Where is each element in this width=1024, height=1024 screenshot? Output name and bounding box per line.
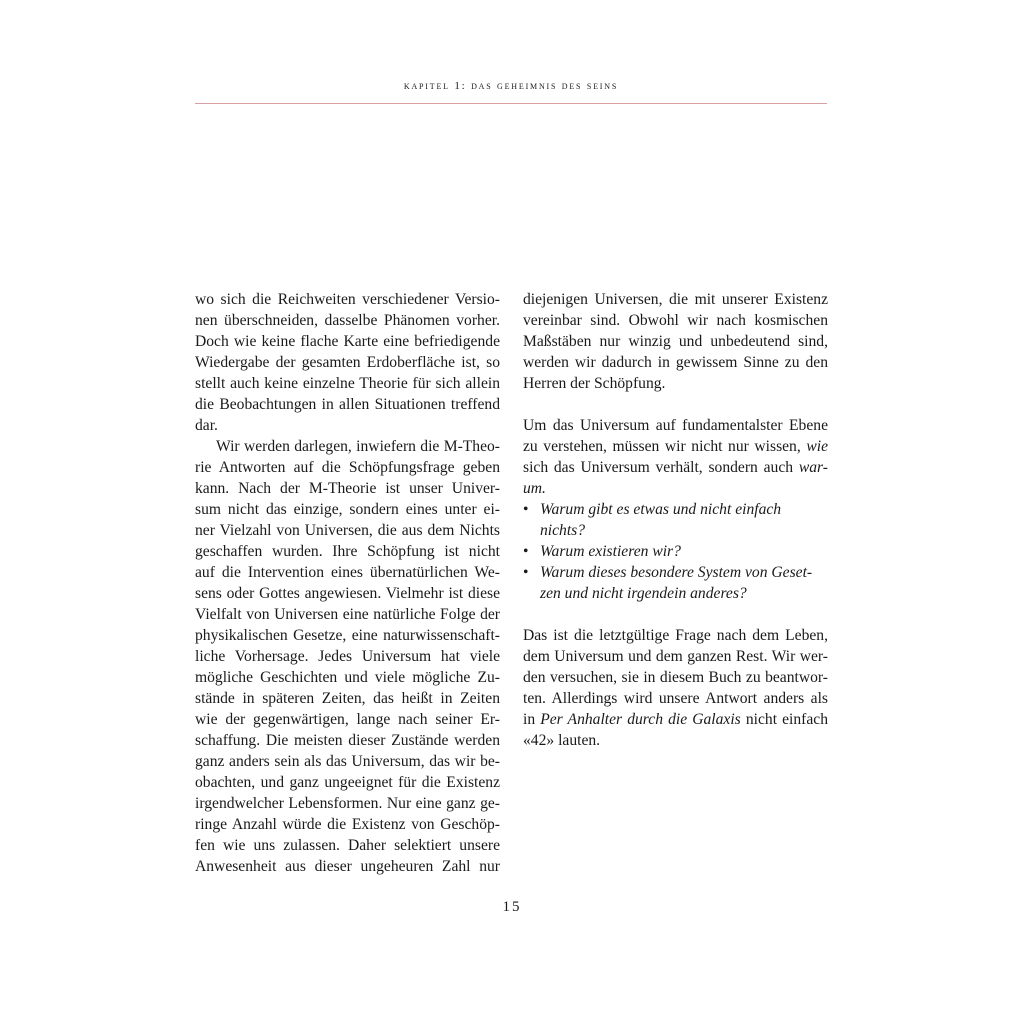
emphasis-text: war- [798, 459, 828, 476]
text-line: stellt auch keine einzelne Theorie für sich allein [195, 375, 500, 392]
text-line: Um das Universum auf fundamentalster Ebene [523, 417, 828, 434]
text-line: kann. Nach der M-Theorie ist unser Univer- [195, 480, 500, 497]
bullet-icon: • [523, 564, 529, 581]
question-text: Warum existieren wir? [540, 543, 681, 560]
bullet-icon: • [523, 543, 529, 560]
text-run: nicht einfach [745, 711, 828, 728]
text-line: liche Vorhersage. Jedes Universum hat viele [195, 648, 500, 665]
text-line: wie der gegenwärtigen, lange nach seiner Er- [195, 711, 500, 728]
text-line: mögliche Geschichten und viele mögliche Zu- [195, 669, 500, 686]
text-run: zu verstehen, müssen wir nicht nur wissen, [523, 438, 801, 455]
text-line: die Beobachtungen in allen Situationen treffend [195, 396, 500, 413]
running-head: kapitel 1: das geheimnis des seins [403, 80, 619, 92]
text-line: rie Antworten auf die Schöpfungsfrage geben [195, 459, 500, 476]
question-text: Warum dieses besondere System von Geset- [540, 564, 813, 581]
text-line [523, 436, 828, 457]
bullet-item [523, 499, 828, 520]
emphasis-text: um. [523, 480, 546, 497]
text-line: vereinbar sind. Obwohl wir nach kosmischen [523, 312, 828, 329]
text-line: dem Universum und dem ganzen Rest. Wir wer- [523, 648, 828, 665]
paragraph-gap [523, 394, 828, 415]
text-line: Herren der Schöpfung. [523, 375, 666, 392]
text-line: «42» lauten. [523, 732, 601, 749]
text-line [523, 709, 828, 730]
right-column [523, 289, 828, 751]
bullet-item [523, 562, 828, 583]
text-line: Vielfalt von Universen eine natürliche Folge der [195, 606, 500, 623]
text-line: Wiedergabe der gesamten Erdoberfläche ist, so [195, 354, 500, 371]
text-line: dar. [195, 417, 218, 434]
text-line: Anwesenheit aus dieser ungeheuren Zahl nur [195, 858, 500, 875]
text-line: stände in späteren Zeiten, das heißt in Zeiten [195, 690, 500, 707]
text-line: irgendwelcher Lebensformen. Nur eine ganz ge- [195, 795, 500, 812]
text-line: nen überschneiden, dasselbe Phänomen vorher. [195, 312, 500, 329]
text-line [523, 457, 828, 478]
text-line: schaffung. Die meisten dieser Zustände werden [195, 732, 500, 749]
text-line: sum nicht das einzige, sondern eines unter ei- [195, 501, 500, 518]
text-run: sich das Universum verhält, sondern auch [523, 459, 794, 476]
text-line: ten. Allerdings wird unsere Antwort anders als [523, 690, 828, 707]
emphasis-text: wie [806, 438, 828, 455]
header-rule [195, 103, 827, 104]
book-title: Per Anhalter durch die Galaxis [540, 711, 741, 728]
bullet-continuation [523, 583, 828, 604]
text-line: diejenigen Universen, die mit unserer Existenz [523, 291, 828, 308]
text-line: Maßstäben nur winzig und unbedeutend sind, [523, 333, 828, 350]
text-line: geschaffen wurden. Ihre Schöpfung ist nicht [195, 543, 500, 560]
question-text: Warum gibt es etwas und nicht einfach [540, 501, 782, 518]
paragraph-gap [523, 604, 828, 625]
text-line: ringe Anzahl würde die Existenz von Geschöp- [195, 816, 500, 833]
question-text: nichts? [540, 522, 586, 539]
text-line: fen wie uns zulassen. Daher selektiert unsere [195, 837, 500, 854]
text-line: Wir werden darlegen, inwiefern die M-Theo- [216, 438, 500, 455]
bullet-continuation [523, 520, 828, 541]
text-line: ner Vielzahl von Universen, die aus dem Nichts [195, 522, 500, 539]
text-line: sens oder Gottes angewiesen. Vielmehr ist diese [195, 585, 500, 602]
left-column [195, 289, 500, 877]
text-line [523, 478, 828, 499]
question-text: zen und nicht irgendein anderes? [540, 585, 747, 602]
text-line: den versuchen, sie in diesem Buch zu beantwor- [523, 669, 828, 686]
text-line: ganz anders sein als das Universum, das wir be- [195, 753, 500, 770]
text-line: Das ist die letztgültige Frage nach dem Leben, [523, 627, 828, 644]
text-line: auf die Intervention eines übernatürlichen We- [195, 564, 500, 581]
bullet-icon: • [523, 501, 529, 518]
text-run: in [523, 711, 536, 728]
text-line: wo sich die Reichweiten verschiedener Versio- [195, 291, 500, 308]
page-number: 15 [502, 899, 522, 915]
text-line: Doch wie keine flache Karte eine befriedigende [195, 333, 500, 350]
text-line: werden wir dadurch in gewissem Sinne zu den [523, 354, 828, 371]
text-line: physikalischen Gesetze, eine naturwissenschaft- [195, 627, 500, 644]
bullet-item [523, 541, 828, 562]
text-line: obachten, und ganz ungeeignet für die Existenz [195, 774, 500, 791]
